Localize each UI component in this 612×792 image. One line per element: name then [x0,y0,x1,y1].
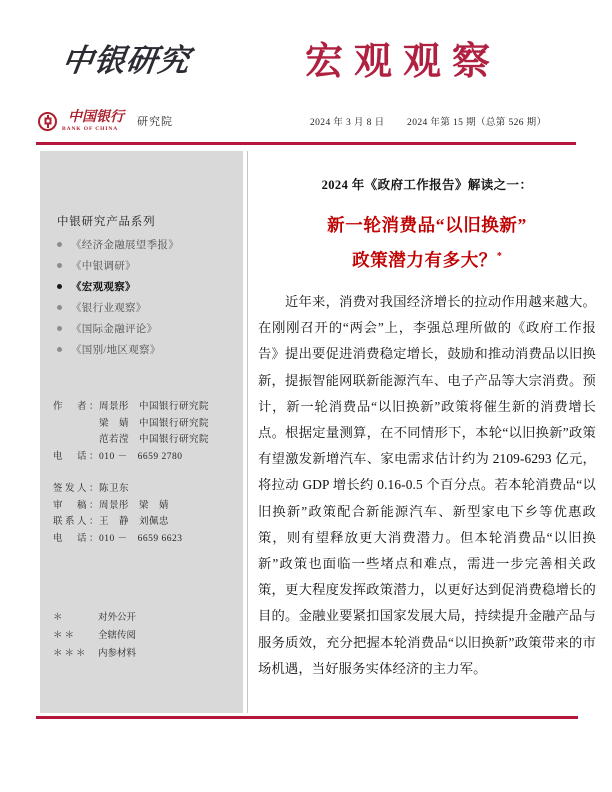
phone-label: 电 话： [53,451,102,462]
issuer-label: 签发人： [53,484,102,494]
author-name: 梁 婧 [99,418,130,429]
institute-label: 研究院 [137,116,173,128]
publication-date: 2024 年 3 月 8 日 [310,118,385,128]
author-row [53,416,243,433]
article-headline [258,209,596,276]
contact-phone-row [53,531,243,548]
bullet-icon [57,305,62,310]
phone-value: 010 － 6659 2780 [99,451,183,462]
journal-title: 宏观观察 [305,39,502,83]
issue-meta [310,114,546,128]
author-row [53,432,243,449]
contact-label: 联系人： [53,517,102,527]
bullet-icon [57,347,62,352]
issuer-row [53,481,243,498]
distribution-notes [53,609,243,663]
note-row [53,627,243,645]
note-marker: ＊ [53,613,65,623]
headline-line-1: 新一轮消费品“以旧换新” [327,215,527,235]
sidebar-item-label: 《宏观观察》 [71,282,136,293]
authors-label: 作 者： [53,402,102,412]
reviewer-value: 周景彤 梁 婧 [99,500,170,511]
headline-footnote-marker: * [496,251,502,262]
masthead [0,0,612,140]
note-text: 内参材料 [98,649,137,659]
bank-of-china-coin-icon [38,112,57,131]
sidebar-item-label: 《经济金融展望季报》 [71,240,179,251]
bullet-icon [57,284,62,289]
sidebar-item-boc-survey[interactable] [57,255,235,276]
authors-label-spacer [53,416,99,433]
issue-number: 2024 年第 15 期（总第 526 期） [407,118,547,128]
article-column [258,151,596,713]
reviewer-label: 审 稿： [53,500,102,511]
note-row [53,645,243,663]
product-series-list [57,234,235,360]
author-affiliation: 中国银行研究院 [139,418,210,429]
brand-script-logo: 中银研究 [59,43,193,78]
contact-value: 王 静 刘佩忠 [99,517,170,527]
sidebar-item-country-region-observation[interactable] [57,339,235,360]
headline-line-2-wrap [258,241,596,276]
sidebar-item-intl-finance-review[interactable] [57,318,235,339]
author-phone-row [53,449,243,466]
sidebar-item-label: 《中银调研》 [71,261,136,272]
series-heading: 中银研究产品系列 [57,216,156,228]
bullet-icon [57,242,62,247]
note-row [53,609,243,627]
sidebar-panel [40,151,243,713]
header-divider-rule [36,142,576,145]
note-marker: ＊＊ [53,631,77,641]
phone-label: 电 话： [53,533,102,544]
sidebar-item-banking-observation[interactable] [57,297,235,318]
sidebar-item-label: 《国际金融评论》 [71,324,158,335]
issuer-value: 陈卫东 [99,484,130,494]
author-row [53,399,243,416]
bullet-icon [57,326,62,331]
contact-row [53,514,243,531]
authors-label-spacer [53,432,99,449]
note-marker: ＊＊＊ [53,649,88,659]
bank-of-china-logo [38,108,173,134]
contacts-block [53,481,243,547]
sidebar-item-macro-observation[interactable] [57,276,235,297]
bank-of-china-name-en: BANK OF CHINA [62,125,119,132]
bullet-icon [57,263,62,268]
author-name: 周景彤 [99,402,130,412]
sidebar-item-label: 《银行业观察》 [71,303,147,314]
note-text: 对外公开 [98,613,137,623]
article-kicker: 2024 年《政府工作报告》解读之一： [321,178,533,192]
reviewer-row [53,498,243,515]
article-body: 近年来，消费对我国经济增长的拉动作用越来越大。在刚刚召开的“两会”上，李强总理所做的《政府工作报告》提出要促进消费稳定增长，鼓励和推动消费品以旧换新，提振智能网联新能源汽车、电子产品等大宗消费。预计，新一轮消费品“以旧换新”政策将催生新的消费增长点。根据定量测算，在不同情形下，本轮“以旧换新”政策有望激发新增汽车、家电需求估计约为 2109-6293 亿元，将拉动 GDP 增长约 0.16-0.5 个百分点。若本轮消费品“以旧换新”政策配合新能源汽车、新型家电下乡等优惠政策，则有望释放更大消费潜力。但本轮消费品“以旧换新”政策也面临一些堵点和难点，需进一步完善相关政策，更大程度发挥政策潜力，以更好达到促消费稳增长的目的。金融业要紧扣国家发展大局，持续提升金融产品与服务质效，充分把握本轮消费品“以旧换新”政策带来的市场机遇，当好服务实体经济的主力军。 [258,294,596,676]
author-affiliation: 中国银行研究院 [139,435,210,445]
author-affiliation: 中国银行研究院 [139,402,210,412]
column-divider [247,151,248,713]
headline-line-2: 政策潜力有多大？ [352,249,497,270]
author-name: 范若滢 [99,435,130,445]
bank-of-china-name-cn: 中国银行 [68,109,124,125]
sidebar-item-label: 《国别/地区观察》 [71,345,161,356]
sidebar-item-quarterly-outlook[interactable] [57,234,235,255]
note-text: 全辖传阅 [98,631,137,641]
phone-value: 010 － 6659 6623 [99,533,183,544]
bank-of-china-wordmark [62,110,124,133]
authors-block [53,399,243,465]
footer-divider-rule [36,716,578,719]
